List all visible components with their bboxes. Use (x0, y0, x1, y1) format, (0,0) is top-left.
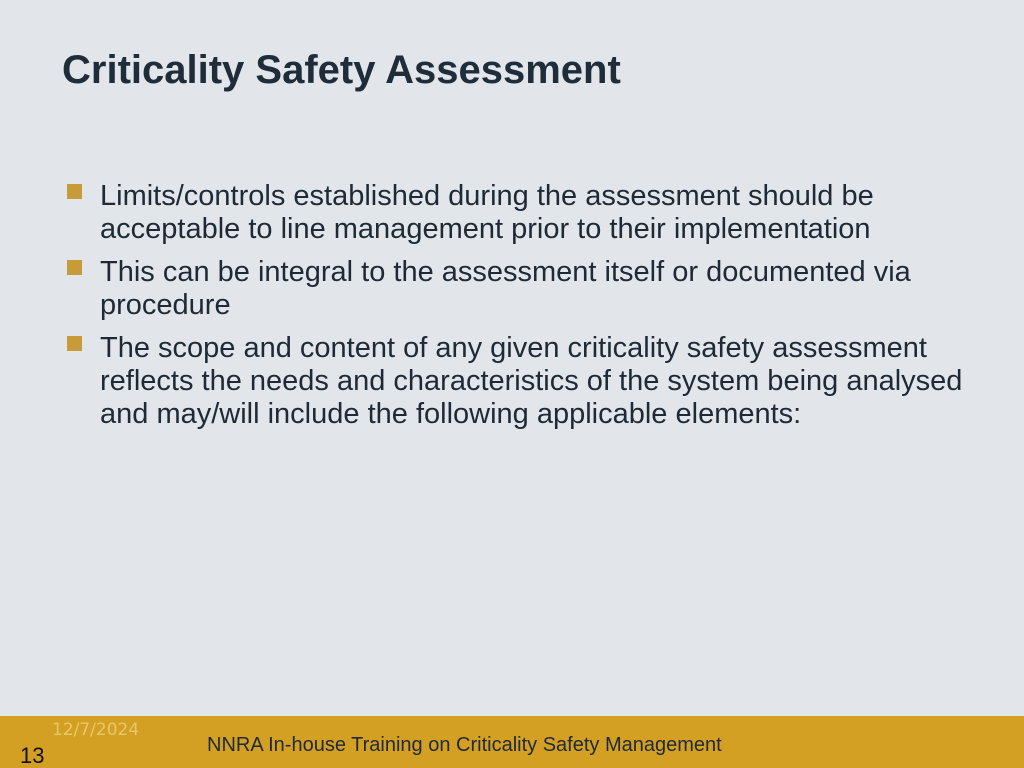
square-bullet-icon (67, 336, 82, 351)
square-bullet-icon (67, 260, 82, 275)
bullet-text: The scope and content of any given criticality safety assessment reflects the needs and characteristics of the system being analysed and may/will include the following applicable elements: (100, 332, 963, 430)
footer-date: 12/7/2024 (52, 720, 140, 740)
bullet-item (62, 180, 982, 246)
bullet-item (62, 332, 982, 431)
footer-text: NNRA In-house Training on Criticality Safety Management (207, 734, 722, 756)
slide-title: Criticality Safety Assessment (62, 48, 621, 92)
bullet-item (62, 256, 982, 322)
square-bullet-icon (67, 184, 82, 199)
bullet-text: This can be integral to the assessment itself or documented via procedure (100, 256, 911, 321)
bullet-list (62, 180, 982, 441)
page-number: 13 (20, 743, 45, 768)
bullet-text: Limits/controls established during the assessment should be acceptable to line management prior to their implementation (100, 180, 874, 245)
footer-bar (0, 716, 1024, 768)
